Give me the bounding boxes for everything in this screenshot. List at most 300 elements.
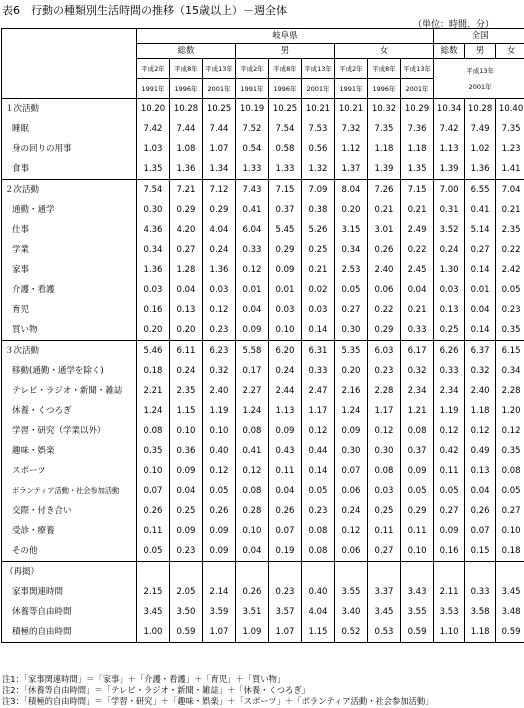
table-row — [2, 401, 524, 421]
table-cell: 4.20 — [170, 220, 203, 240]
table-cell: 3.45 — [137, 602, 170, 622]
table-cell: 1.24 — [236, 401, 269, 421]
table-cell: 0.07 — [465, 521, 496, 541]
table-cell: 0.05 — [203, 481, 236, 501]
table-row — [2, 180, 524, 201]
table-cell: 8.04 — [335, 180, 368, 201]
table-cell: 0.10 — [401, 541, 434, 562]
table-cell: 0.05 — [335, 280, 368, 300]
table-cell: 0.01 — [269, 280, 302, 300]
table-cell — [401, 562, 434, 583]
table-row — [2, 541, 524, 562]
table-cell: 0.17 — [236, 361, 269, 381]
header-national-era — [434, 59, 524, 99]
row-label: 仕事 — [2, 220, 137, 240]
table-cell: 0.13 — [170, 300, 203, 320]
table-cell: 7.00 — [434, 180, 465, 201]
table-cell: 0.25 — [170, 501, 203, 521]
header-era-label: 平成2年 — [137, 59, 170, 79]
table-cell: 0.42 — [434, 441, 465, 461]
table-cell: 3.37 — [368, 582, 401, 602]
table-cell: 0.06 — [368, 280, 401, 300]
table-cell: 7.15 — [401, 180, 434, 201]
table-row — [2, 320, 524, 341]
table-cell: 1.35 — [401, 159, 434, 180]
table-cell: 0.54 — [236, 139, 269, 159]
table-cell: 0.08 — [302, 521, 335, 541]
table-cell: 0.14 — [465, 260, 496, 280]
row-label: 介護・看護 — [2, 280, 137, 300]
table-cell: 0.29 — [269, 240, 302, 260]
table-row — [2, 240, 524, 260]
table-cell: 0.21 — [496, 200, 524, 220]
table-cell: 0.43 — [269, 441, 302, 461]
header-year-label: 1996年 — [368, 79, 401, 99]
header-era-label: 平成8年 — [368, 59, 401, 79]
table-cell: 0.40 — [302, 582, 335, 602]
table-cell: 0.09 — [269, 421, 302, 441]
table-cell: 3.52 — [434, 220, 465, 240]
table-cell: 0.38 — [302, 200, 335, 220]
table-cell: 5.46 — [137, 341, 170, 362]
header-era-label: 平成8年 — [170, 59, 203, 79]
table-cell: 0.41 — [236, 441, 269, 461]
table-cell: 0.22 — [401, 240, 434, 260]
row-label: その他 — [2, 541, 137, 562]
table-cell: 0.13 — [434, 300, 465, 320]
table-cell: 0.09 — [203, 541, 236, 562]
table-cell: 0.59 — [170, 622, 203, 643]
table-cell: 7.35 — [496, 119, 524, 139]
table-cell: 0.24 — [335, 501, 368, 521]
table-cell — [302, 562, 335, 583]
table-cell: 0.04 — [269, 481, 302, 501]
table-cell: 3.50 — [170, 602, 203, 622]
table-cell: 0.05 — [401, 481, 434, 501]
table-cell: 1.18 — [401, 139, 434, 159]
unit-note: （単位：時間．分） — [412, 20, 494, 30]
table-cell: 0.12 — [236, 260, 269, 280]
table-cell: 0.04 — [236, 541, 269, 562]
table-cell: 0.33 — [401, 320, 434, 341]
header-gifu-male: 男 — [236, 44, 335, 59]
table-cell: 7.35 — [368, 119, 401, 139]
table-cell: 10.25 — [203, 99, 236, 120]
row-label: スポーツ — [2, 461, 137, 481]
table-cell: 2.35 — [170, 381, 203, 401]
table-cell: 10.25 — [269, 99, 302, 120]
table-cell: 2.53 — [335, 260, 368, 280]
table-cell: 0.05 — [137, 541, 170, 562]
table-row — [2, 260, 524, 280]
table-cell: 4.04 — [203, 220, 236, 240]
table-cell: 0.07 — [269, 521, 302, 541]
row-label: ３次活動 — [2, 341, 137, 362]
table-cell — [269, 562, 302, 583]
table-cell: 0.12 — [203, 300, 236, 320]
table-cell: 2.40 — [368, 260, 401, 280]
header-year-label: 1996年 — [269, 79, 302, 99]
table-cell: 0.27 — [170, 240, 203, 260]
table-cell: 10.29 — [401, 99, 434, 120]
table-cell: 3.45 — [368, 602, 401, 622]
row-label: 学業 — [2, 240, 137, 260]
table-cell: 0.28 — [236, 501, 269, 521]
table-cell: 2.34 — [434, 381, 465, 401]
table-row — [2, 159, 524, 180]
table-cell — [203, 562, 236, 583]
header-era-label: 平成8年 — [269, 59, 302, 79]
table-cell: 2.05 — [170, 582, 203, 602]
table-cell: 2.16 — [335, 381, 368, 401]
table-cell: 10.28 — [465, 99, 496, 120]
table-cell: 0.18 — [496, 541, 524, 562]
table-cell: 3.59 — [203, 602, 236, 622]
table-cell: 0.30 — [335, 320, 368, 341]
table-cell: 2.40 — [465, 381, 496, 401]
table-row — [2, 220, 524, 240]
row-label: ボランティア活動・社会参加活動 — [2, 481, 137, 501]
table-cell: 0.33 — [302, 361, 335, 381]
table-cell: 7.26 — [368, 180, 401, 201]
table-cell: 0.10 — [203, 421, 236, 441]
table-cell: 0.10 — [170, 421, 203, 441]
table-cell: 0.27 — [496, 501, 524, 521]
table-cell: 7.42 — [434, 119, 465, 139]
header-era-label: 平成2年 — [335, 59, 368, 79]
table-row — [2, 501, 524, 521]
table-cell: 1.00 — [137, 622, 170, 643]
table-cell: 0.41 — [465, 200, 496, 220]
table-cell: 0.21 — [302, 260, 335, 280]
table-cell: 0.08 — [368, 461, 401, 481]
national-era-label: 平成13年 — [466, 66, 494, 75]
header-year-label: 2001年 — [302, 79, 335, 99]
table-cell: 0.24 — [434, 240, 465, 260]
table-cell: 0.20 — [335, 361, 368, 381]
table-cell: 0.20 — [335, 200, 368, 220]
header-national: 全国 — [434, 29, 524, 44]
table-cell: 2.49 — [401, 220, 434, 240]
table-cell: 7.04 — [496, 180, 524, 201]
table-cell: 3.01 — [368, 220, 401, 240]
table-cell: 0.07 — [335, 461, 368, 481]
table-cell: 0.16 — [434, 541, 465, 562]
table-cell: 0.12 — [302, 421, 335, 441]
table-cell: 0.12 — [368, 421, 401, 441]
table-cell: 10.34 — [434, 99, 465, 120]
table-cell: 7.44 — [170, 119, 203, 139]
header-era-label: 平成13年 — [401, 59, 434, 79]
table-cell: 0.04 — [401, 280, 434, 300]
table-cell: 0.59 — [496, 622, 524, 643]
note-line: 注1：「家事関連時間」＝「家事」＋「介護・看護」＋「育児」＋「買い物」 — [2, 674, 286, 684]
table-cell: 0.29 — [203, 200, 236, 220]
table-cell: 0.09 — [170, 521, 203, 541]
table-cell — [236, 562, 269, 583]
table-cell: 0.26 — [368, 240, 401, 260]
table-cell: 1.30 — [434, 260, 465, 280]
table-cell: 7.54 — [137, 180, 170, 201]
table-cell: 0.05 — [496, 280, 524, 300]
page-title: 表6 行動の種類別生活時間の推移（15歳以上）－週全体 — [2, 4, 287, 17]
table-cell: 1.32 — [302, 159, 335, 180]
table-cell: 1.36 — [465, 159, 496, 180]
table-cell: 0.10 — [137, 461, 170, 481]
table-cell — [465, 562, 496, 583]
table-cell: 7.15 — [269, 180, 302, 201]
table-cell: 1.21 — [401, 401, 434, 421]
table-cell: 6.03 — [368, 341, 401, 362]
table-cell: 5.45 — [269, 220, 302, 240]
table-cell: 0.32 — [465, 361, 496, 381]
table-cell: 0.09 — [236, 320, 269, 341]
table-cell: 3.40 — [335, 602, 368, 622]
header-year-label: 1996年 — [170, 79, 203, 99]
table-cell: 1.07 — [203, 139, 236, 159]
table-cell: 1.07 — [269, 622, 302, 643]
table-cell: 10.21 — [302, 99, 335, 120]
table-cell: 2.11 — [434, 582, 465, 602]
table-cell: 0.08 — [137, 421, 170, 441]
table-cell: 0.29 — [368, 320, 401, 341]
table-cell: 0.07 — [137, 481, 170, 501]
table-cell: 0.23 — [496, 300, 524, 320]
table-cell: 6.15 — [496, 341, 524, 362]
table-cell — [368, 562, 401, 583]
table-cell: 6.20 — [269, 341, 302, 362]
table-cell: 0.03 — [368, 481, 401, 501]
table-row — [2, 481, 524, 501]
table-row — [2, 119, 524, 139]
table-cell: 0.20 — [170, 320, 203, 341]
header-gifu-total: 総数 — [137, 44, 236, 59]
table-cell: 1.02 — [465, 139, 496, 159]
row-label: 交際・付き合い — [2, 501, 137, 521]
table-cell: 0.05 — [434, 481, 465, 501]
table-cell: 7.54 — [269, 119, 302, 139]
table-cell: 5.26 — [302, 220, 335, 240]
table-cell: 0.10 — [269, 320, 302, 341]
table-cell: 0.09 — [401, 461, 434, 481]
table-cell: 0.10 — [496, 521, 524, 541]
table-cell: 0.32 — [203, 361, 236, 381]
header-era-label: 平成2年 — [236, 59, 269, 79]
table-cell: 7.42 — [137, 119, 170, 139]
table-cell: 0.35 — [496, 320, 524, 341]
row-label: １次活動 — [2, 99, 137, 120]
table-cell: 7.49 — [465, 119, 496, 139]
table-cell: 0.03 — [302, 300, 335, 320]
table-cell: 6.11 — [170, 341, 203, 362]
table-cell: 0.52 — [335, 622, 368, 643]
table-cell: 3.15 — [335, 220, 368, 240]
table-cell — [137, 562, 170, 583]
time-use-table — [1, 28, 524, 643]
table-cell: 0.27 — [465, 240, 496, 260]
table-cell: 0.08 — [401, 421, 434, 441]
table-cell: 1.12 — [335, 139, 368, 159]
table-cell: 0.34 — [137, 240, 170, 260]
table-cell: 1.13 — [269, 401, 302, 421]
table-cell: 0.05 — [496, 481, 524, 501]
table-cell: 0.08 — [496, 461, 524, 481]
table-cell: 0.19 — [269, 541, 302, 562]
table-cell: 0.12 — [465, 421, 496, 441]
table-cell: 2.15 — [137, 582, 170, 602]
table-cell: 1.09 — [236, 622, 269, 643]
header-year-label: 1991年 — [335, 79, 368, 99]
header-national-female: 女 — [496, 44, 524, 59]
table-cell: 1.24 — [335, 401, 368, 421]
table-cell: 1.39 — [368, 159, 401, 180]
table-cell: 1.23 — [496, 139, 524, 159]
table-cell: 1.19 — [434, 401, 465, 421]
table-cell: 2.27 — [236, 381, 269, 401]
table-cell: 4.36 — [137, 220, 170, 240]
table-cell: 1.33 — [269, 159, 302, 180]
header-year-label: 2001年 — [203, 79, 236, 99]
table-row — [2, 139, 524, 159]
table-cell: 2.42 — [496, 260, 524, 280]
row-label: 家事関連時間 — [2, 582, 137, 602]
table-cell: 0.40 — [203, 441, 236, 461]
table-row — [2, 381, 524, 401]
table-cell: 0.03 — [269, 300, 302, 320]
table-cell: 0.11 — [401, 521, 434, 541]
table-cell: 5.35 — [335, 341, 368, 362]
table-cell: 7.52 — [236, 119, 269, 139]
table-cell: 0.27 — [335, 300, 368, 320]
table-cell: 0.37 — [269, 200, 302, 220]
table-cell: 0.23 — [368, 361, 401, 381]
table-cell: 0.24 — [203, 240, 236, 260]
table-cell: 2.44 — [269, 381, 302, 401]
table-cell: 3.45 — [496, 582, 524, 602]
table-cell: 0.11 — [137, 521, 170, 541]
note-line: 注2：「休養等自由時間」＝「テレビ・ラジオ・新聞・雑誌」＋「休養・くつろぎ」 — [2, 685, 310, 695]
table-cell: 0.09 — [203, 521, 236, 541]
table-cell: 10.21 — [335, 99, 368, 120]
table-cell: 0.21 — [368, 200, 401, 220]
table-cell: 1.33 — [236, 159, 269, 180]
header-era-label: 平成13年 — [302, 59, 335, 79]
table-cell: 2.45 — [401, 260, 434, 280]
table-cell: 0.23 — [170, 541, 203, 562]
table-cell: 2.14 — [203, 582, 236, 602]
table-cell: 0.24 — [170, 361, 203, 381]
table-cell: 0.15 — [465, 541, 496, 562]
table-cell: 0.16 — [137, 300, 170, 320]
table-cell: 0.34 — [335, 240, 368, 260]
table-cell: 0.30 — [368, 441, 401, 461]
table-cell: 0.14 — [302, 320, 335, 341]
table-cell: 0.23 — [269, 582, 302, 602]
table-row — [2, 622, 524, 643]
table-cell: 0.26 — [137, 501, 170, 521]
header-year-label: 1991年 — [137, 79, 170, 99]
row-label: 育児 — [2, 300, 137, 320]
table-cell: 0.04 — [236, 300, 269, 320]
table-cell: 1.10 — [434, 622, 465, 643]
table-cell: 0.35 — [496, 441, 524, 461]
header-era-label: 平成13年 — [203, 59, 236, 79]
table-cell: 0.25 — [302, 240, 335, 260]
header-year-label: 1991年 — [236, 79, 269, 99]
table-cell: 0.03 — [203, 280, 236, 300]
table-cell: 0.03 — [434, 280, 465, 300]
table-row — [2, 441, 524, 461]
table-cell: 7.43 — [236, 180, 269, 201]
table-cell: 0.24 — [269, 361, 302, 381]
table-cell: 1.19 — [203, 401, 236, 421]
table-cell: 6.31 — [302, 341, 335, 362]
table-cell: 1.15 — [170, 401, 203, 421]
table-cell: 0.08 — [236, 481, 269, 501]
table-cell: 1.13 — [434, 139, 465, 159]
table-row — [2, 582, 524, 602]
table-cell: 5.14 — [465, 220, 496, 240]
table-cell: 0.29 — [401, 501, 434, 521]
table-cell: 7.32 — [335, 119, 368, 139]
table-cell: 0.25 — [368, 501, 401, 521]
row-label: 食事 — [2, 159, 137, 180]
table-cell — [170, 562, 203, 583]
table-cell — [496, 562, 524, 583]
table-cell: 1.36 — [203, 260, 236, 280]
table-cell — [434, 562, 465, 583]
table-cell: 3.51 — [236, 602, 269, 622]
table-cell: 10.40 — [496, 99, 524, 120]
table-cell: 1.07 — [203, 622, 236, 643]
row-label: テレビ・ラジオ・新聞・雑誌 — [2, 381, 137, 401]
table-cell: 0.11 — [269, 461, 302, 481]
table-cell: 0.06 — [335, 541, 368, 562]
table-cell: 0.49 — [465, 441, 496, 461]
table-cell: 0.18 — [137, 361, 170, 381]
table-cell: 0.30 — [335, 441, 368, 461]
table-cell: 0.23 — [302, 501, 335, 521]
header-national-total: 総数 — [434, 44, 465, 59]
table-cell: 0.25 — [434, 320, 465, 341]
table-cell: 0.06 — [335, 481, 368, 501]
table-cell: 2.35 — [496, 220, 524, 240]
row-label: 受診・療養 — [2, 521, 137, 541]
table-cell: 0.33 — [434, 361, 465, 381]
table-cell: 7.53 — [302, 119, 335, 139]
table-cell: 7.44 — [203, 119, 236, 139]
table-cell: 10.32 — [368, 99, 401, 120]
table-cell: 3.53 — [434, 602, 465, 622]
table-cell: 7.12 — [203, 180, 236, 201]
table-cell: 0.04 — [170, 280, 203, 300]
table-cell: 6.04 — [236, 220, 269, 240]
table-cell: 3.48 — [496, 602, 524, 622]
row-label: 家事 — [2, 260, 137, 280]
row-label: 積極的自由時間 — [2, 622, 137, 643]
table-cell: 1.17 — [368, 401, 401, 421]
table-cell: 1.08 — [170, 139, 203, 159]
table-cell: 0.04 — [170, 481, 203, 501]
table-row — [2, 421, 524, 441]
table-cell: 0.26 — [465, 501, 496, 521]
table-cell: 0.29 — [170, 200, 203, 220]
table-cell: 0.37 — [401, 441, 434, 461]
notes — [2, 674, 434, 707]
national-year-label: 2001年 — [468, 82, 492, 91]
table-cell: 3.58 — [465, 602, 496, 622]
table-cell: 10.20 — [137, 99, 170, 120]
